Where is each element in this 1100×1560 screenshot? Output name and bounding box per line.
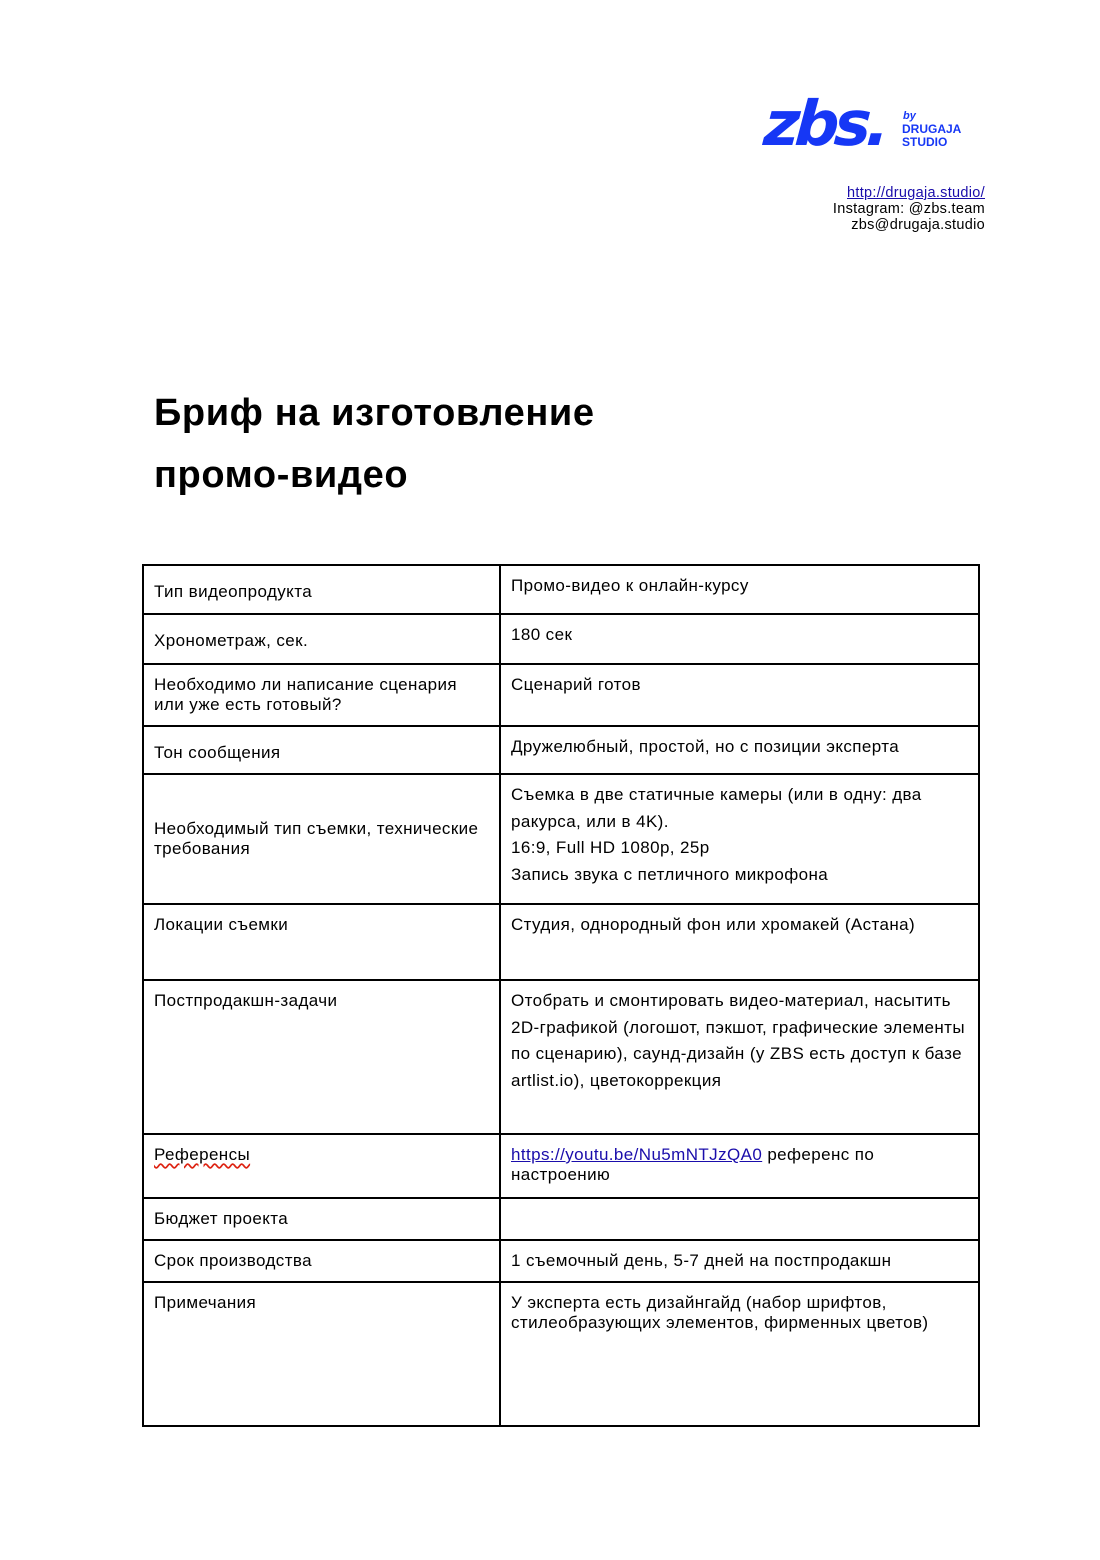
- row-label: Хронометраж, сек.: [143, 614, 500, 664]
- table-row: [143, 1282, 979, 1426]
- row-value: Студия, однородный фон или хромакей (Астана): [500, 904, 979, 980]
- row-label: Необходимый тип съемки, технические требования: [143, 774, 500, 904]
- instagram-text: Instagram: @zbs.team: [832, 201, 985, 217]
- row-value: У эксперта есть дизайнгайд (набор шрифтов, стилеобразующих элементов, фирменных цветов): [500, 1282, 979, 1426]
- row-value: 180 сек: [500, 614, 979, 664]
- table-row: [143, 1198, 979, 1240]
- row-value: [500, 1198, 979, 1240]
- table-row: [143, 664, 979, 726]
- table-row: [143, 1240, 979, 1282]
- row-label: Тон сообщения: [143, 726, 500, 774]
- table-row: [143, 980, 979, 1134]
- table-row: [143, 726, 979, 774]
- table-row: [143, 904, 979, 980]
- table-row: [143, 774, 979, 904]
- row-label: Постпродакшн-задачи: [143, 980, 500, 1134]
- studio-logo: [761, 87, 964, 160]
- row-value: Промо-видео к онлайн-курсу: [500, 565, 979, 614]
- row-label: Тип видеопродукта: [143, 565, 500, 614]
- reference-video-link[interactable]: https://youtu.be/Nu5mNTJzQA0: [511, 1145, 763, 1164]
- row-value: 1 съемочный день, 5-7 дней на постпродакшн: [500, 1240, 979, 1282]
- website-link[interactable]: http://drugaja.studio/: [847, 185, 985, 201]
- email-text: zbs@drugaja.studio: [851, 217, 985, 233]
- page-title: Бриф на изготовление промо-видео: [154, 392, 595, 496]
- row-label: Бюджет проекта: [143, 1198, 500, 1240]
- table-row: [143, 565, 979, 614]
- row-label: Примечания: [143, 1282, 500, 1426]
- table-row: [143, 614, 979, 664]
- row-label: [143, 1134, 500, 1198]
- row-label: Срок производства: [143, 1240, 500, 1282]
- row-value: https://youtu.be/Nu5mNTJzQA0 референс по настроению: [500, 1134, 979, 1198]
- row-value: Отобрать и смонтировать видео-материал, насытить 2D-графикой (логошот, пэкшот, графические элементы по сценарию), саунд-дизайн (у ZBS есть доступ к базе artlist.io), цветокоррекция: [500, 980, 979, 1134]
- row-value: Сценарий готов: [500, 664, 979, 726]
- row-label: Необходимо ли написание сценария или уже есть готовый?: [143, 664, 500, 726]
- table-row: [143, 1134, 979, 1198]
- contacts-block: [833, 185, 985, 233]
- logo-studio-name: DRUGAJA STUDIO: [902, 122, 962, 149]
- brief-table: [142, 564, 980, 1427]
- references-label: Референсы: [154, 1145, 251, 1164]
- zbs-logo-mark: zbs.: [761, 87, 888, 160]
- row-label: Локации съемки: [143, 904, 500, 980]
- row-value: Съемка в две статичные камеры (или в одну: два ракурса, или в 4K). 16:9, Full HD 1080p, 25p Запись звука с петличного микрофона: [500, 774, 979, 904]
- logo-by-text: by: [903, 110, 916, 122]
- row-value: Дружелюбный, простой, но с позиции эксперта: [500, 726, 979, 774]
